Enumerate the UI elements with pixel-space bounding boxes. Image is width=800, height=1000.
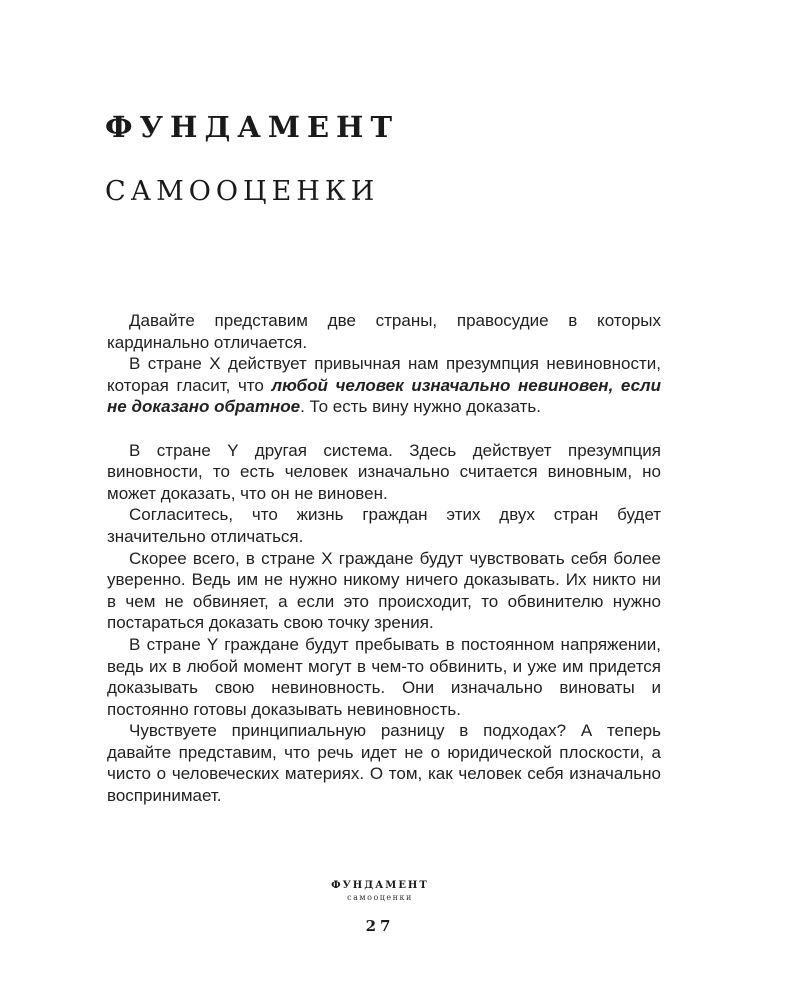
paragraph bbox=[107, 353, 661, 418]
paragraph-text: . То есть вину нужно доказать. bbox=[300, 397, 541, 417]
page-number: 27 bbox=[365, 917, 395, 935]
paragraph-text: В стране Х действует привычная нам презумпция невиновности, которая гласит, что bbox=[107, 354, 661, 395]
running-footer-subtitle: самооценки bbox=[347, 893, 413, 902]
paragraph: Скорее всего, в стране Х граждане будут чувствовать себя более уверенно. Ведь им не нужно никому ничего доказывать. Их никто ни в чем не обвиняет, а если это происходит, то обвинителю нужно постараться доказать свою точку зрения. bbox=[107, 548, 661, 633]
paragraph: Согласитесь, что жизнь граждан этих двух стран будет значительно отличаться. bbox=[107, 505, 661, 546]
body-text bbox=[107, 310, 661, 807]
emphasis-text: любой человек изначально невиновен, если не доказано обратное bbox=[107, 375, 662, 417]
paragraph: В стране Y другая система. Здесь действует презумпция виновности, то есть человек изначально считается виновным, но может доказать, что он не виновен. bbox=[107, 440, 661, 503]
chapter-title: ФУНДАМЕНТ bbox=[105, 110, 400, 144]
paragraph: Чувствуете принципиальную разницу в подходах? А теперь давайте представим, что речь идет не о юридической плоскости, а чисто о человеческих материях. О том, как человек себя изначально воспринимает. bbox=[107, 721, 661, 806]
paragraph: В стране Y граждане будут пребывать в постоянном напряжении, ведь их в любой момент могут в чем-то обвинить, и уже им придется доказывать свою невиновность. Они изначально виноваты и постоянно готовы доказывать невиновность. bbox=[107, 634, 661, 719]
chapter-subtitle: САМООЦЕНКИ bbox=[105, 176, 380, 207]
paragraph: Давайте представим две страны, правосудие в которых кардинально отличается. bbox=[107, 311, 661, 352]
running-footer-title: ФУНДАМЕНТ bbox=[331, 880, 429, 891]
